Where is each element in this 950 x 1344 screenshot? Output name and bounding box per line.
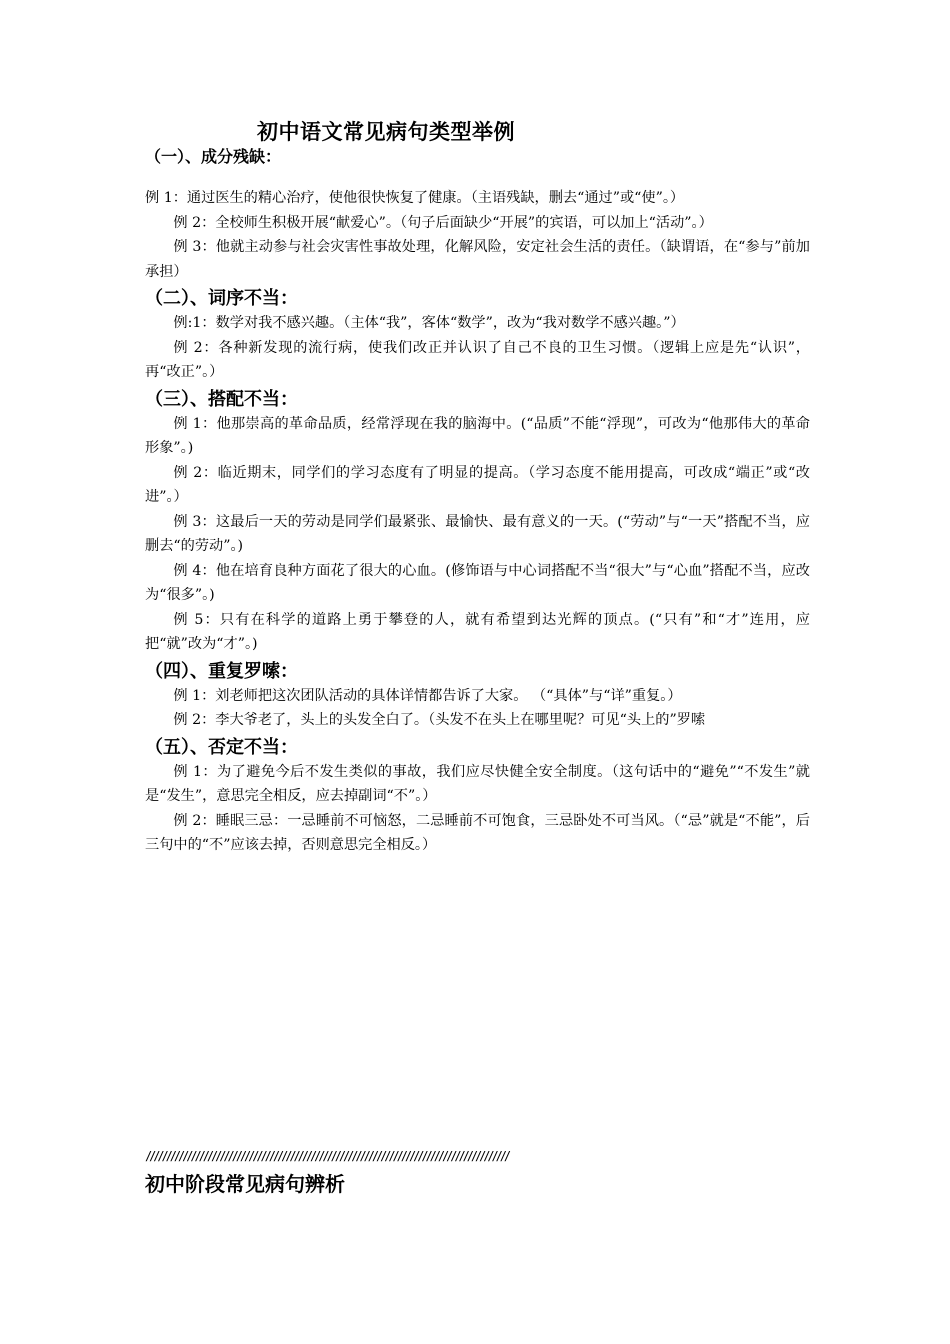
example-4-1: 例 1：刘老师把这次团队活动的具体详情都告诉了大家。 （“具体”与“详”重复。） (173, 687, 682, 704)
section-heading-2: （二）、词序不当： (145, 288, 298, 309)
section-heading-4: （四）、重复罗嗦： (145, 660, 298, 682)
document-title: 初中语文常见病句类型举例 (257, 119, 515, 144)
slash-divider: //////////////////////////////////////////////////////////////////////////////////////// (145, 1149, 508, 1163)
example-1-1: 例 1：通过医生的精心治疗，使他很快恢复了健康。（主语残缺，删去“通过”或“使”。） (145, 190, 685, 206)
example-1-3: 例 3：他就主动参与社会灾害性事故处理，化解风险，安定社会生活的责任。（缺谓语，在“参与”前加承担） (145, 239, 810, 280)
document-body (145, 118, 810, 858)
example-2-2: 例 2：各种新发现的流行病，使我们改正并认识了自己不良的卫生习惯。（逻辑上应是先“认识”，再“改正”。） (145, 339, 810, 380)
example-3-4: 例 4：他在培育良种方面花了很大的心血。(修饰语与中心词搭配不当“很大”与“心血”搭配不当，应改为“很多”。) (145, 562, 810, 603)
section-heading-5: （五）、否定不当： (145, 736, 298, 758)
example-3-5: 例 5：只有在科学的道路上勇于攀登的人，就有希望到达光辉的顶点。(“只有”和“才”连用，应把“就”改为“才”。) (145, 611, 810, 652)
example-3-2: 例 2：临近期末，同学们的学习态度有了明显的提高。（学习态度不能用提高，可改成“端正”或“改进”。） (145, 464, 810, 505)
section-heading-1: （一）、成分残缺： (145, 147, 282, 166)
example-2-1: 例:1：数学对我不感兴趣。（主体“我”，客体“数学”，改为“我对数学不感兴趣。”） (173, 315, 685, 331)
footer-title: 初中阶段常见病句辨析 (145, 1172, 345, 1196)
section-heading-3: （三）、搭配不当： (145, 388, 298, 410)
example-3-1: 例 1：他那崇高的革命品质，经常浮现在我的脑海中。(“品质”不能“浮现”，可改为“他那伟大的革命形象”。) (145, 415, 810, 456)
example-3-3: 例 3：这最后一天的劳动是同学们最紧张、最愉快、最有意义的一天。(“劳动”与“一天”搭配不当，应删去“的劳动”。) (145, 513, 810, 554)
example-1-2: 例 2：全校师生积极开展“献爱心”。（句子后面缺少“开展”的宾语，可以加上“活动”。） (173, 214, 713, 231)
example-4-2: 例 2：李大爷老了，头上的头发全白了。（头发不在头上在哪里呢？可见“头上的”罗嗦 (173, 712, 706, 728)
example-5-2: 例 2：睡眠三忌：一忌睡前不可恼怒，二忌睡前不可饱食，三忌卧处不可当风。（“忌”就是“不能”，后三句中的“不”应该去掉，否则意思完全相反。） (145, 812, 810, 853)
example-5-1: 例 1：为了避免今后不发生类似的事故，我们应尽快健全安全制度。（这句话中的“避免”“不发生”就是“发生”，意思完全相反，应去掉副词“不”。） (145, 763, 810, 804)
